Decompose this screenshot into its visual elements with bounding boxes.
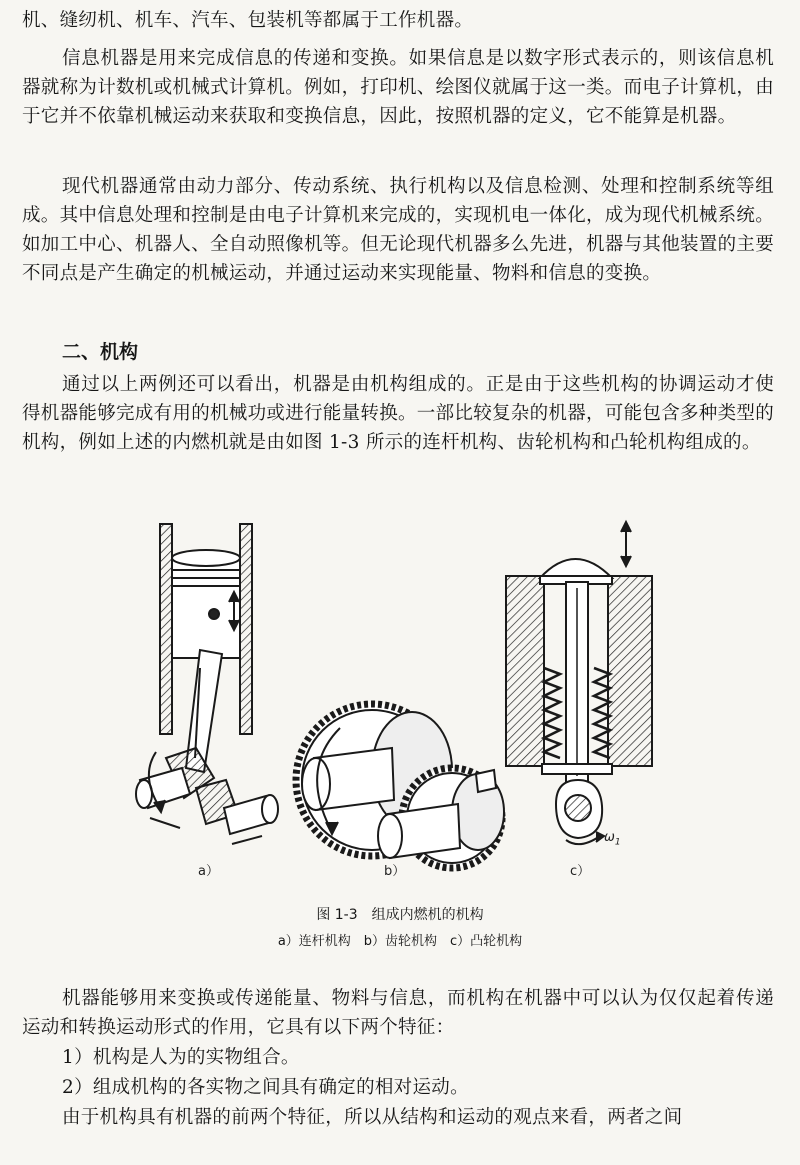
figure-subcaption: a）连杆机构 b）齿轮机构 c）凸轮机构	[277, 934, 523, 949]
omega-label: $\omega_1$	[604, 830, 621, 848]
subfigure-label-c: c）	[570, 864, 591, 879]
subfigure-label-a: a）	[198, 864, 219, 879]
paragraph-machine-vs-mechanism: 由于机构具有机器的前两个特征，所以从结构和运动的观点来看，两者之间	[62, 1107, 683, 1128]
figure-1-3	[0, 518, 800, 958]
subfigure-label-b: b）	[384, 864, 406, 879]
paragraph-mechanism-features: 机器能够用来变换或传递能量、物料与信息，而机构在机器中可以认为仅仅起着传递运动和转换运动形式的作用，它具有以下两个特征：	[22, 988, 774, 1038]
paragraph-mechanism-composition: 通过以上两例还可以看出，机器是由机构组成的。正是由于这些机构的协调运动才使得机器能够完成有用的机械功或进行能量转换。一部比较复杂的机器，可能包含多种类型的机构，例如上述的内燃机就是由如图 1-3 所示的连杆机构、齿轮机构和凸轮机构组成的。	[22, 374, 775, 453]
gear-mechanism-drawing	[296, 704, 504, 868]
cam-mechanism-drawing	[506, 522, 652, 844]
figure-caption: 图 1-3 组成内燃机的机构	[316, 907, 484, 923]
section-heading-mechanism: 二、机构	[62, 341, 139, 363]
list-item-feature-2: 2）组成机构的各实物之间具有确定的相对运动。	[62, 1077, 469, 1098]
figure-illustration	[0, 518, 800, 958]
paragraph-modern-machines: 现代机器通常由动力部分、传动系统、执行机构以及信息检测、处理和控制系统等组成。其中信息处理和控制是由电子计算机来完成的，实现机电一体化，成为现代机械系统。如加工中心、机器人、全自动照像机等。但无论现代机器多么先进，机器与其他装置的主要不同点是产生确定的机械运动，并通过运动来实现能量、物料和信息的变换。	[22, 176, 775, 284]
paragraph-work-machines: 机、缝纫机、机车、汽车、包装机等都属于工作机器。	[22, 10, 474, 31]
list-item-feature-1: 1）机构是人为的实物组合。	[62, 1047, 300, 1068]
paragraph-information-machines: 信息机器是用来完成信息的传递和变换。如果信息是以数字形式表示的，则该信息机器就称为计数机或机械式计算机。例如，打印机、绘图仪就属于这一类。而电子计算机，由于它并不依靠机械运动来获取和变换信息，因此，按照机器的定义，它不能算是机器。	[22, 48, 775, 127]
linkage-mechanism-drawing	[136, 524, 278, 844]
